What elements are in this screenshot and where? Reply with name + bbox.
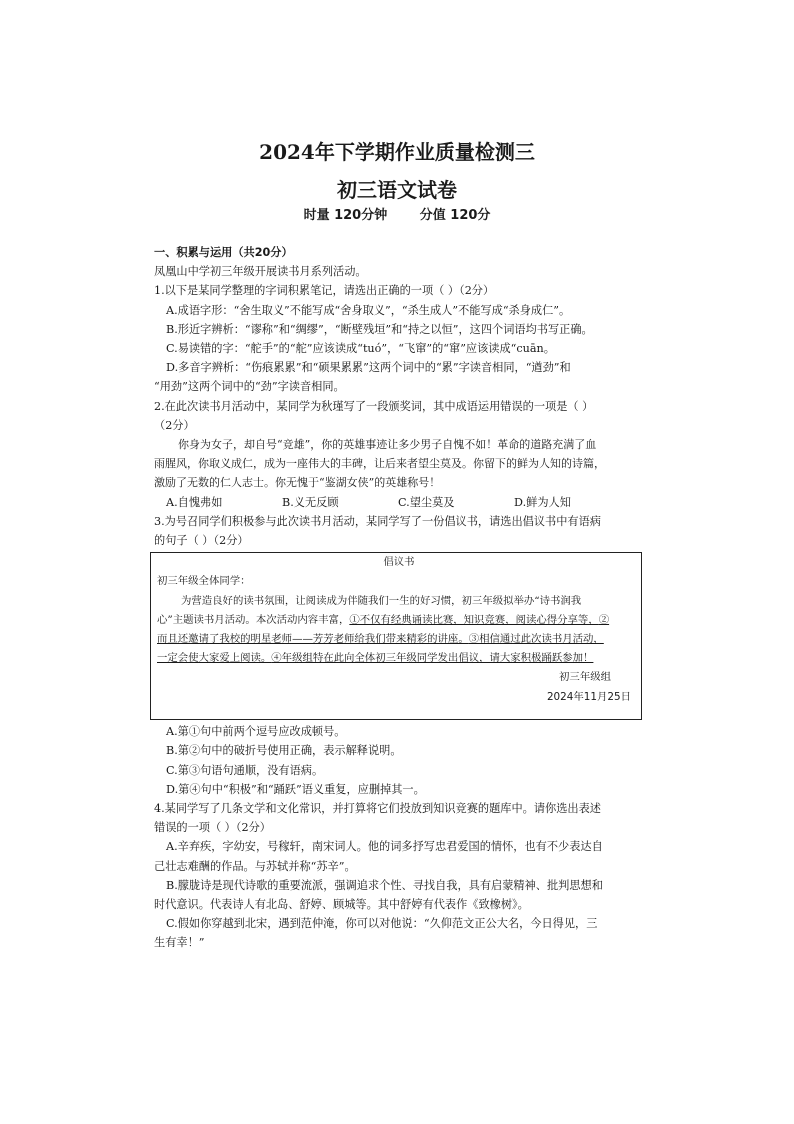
section-intro: 凤凰山中学初三年级开展读书月系列活动。: [154, 265, 367, 279]
sentence-2: 而且还邀请了我校的明星老师——芳芳老师给我们带来精彩的讲座。: [157, 633, 469, 646]
question-2-stem: 2.在此次读书月活动中，某同学为秋瑾写了一段颁奖词，其中成语运用错误的一项是（ ）: [154, 399, 594, 413]
question-3-stem: 3.为号召同学们积极参与此次读书月活动，某同学写了一份倡议书，请选出倡议书中有语病: [154, 514, 601, 528]
question-2-option-b: B.义无反顾: [282, 495, 339, 509]
question-3-stem-cont: 的句子（ ）（2分）: [154, 534, 249, 548]
question-2-option-d: D.鲜为人知: [514, 495, 571, 509]
question-3-option-d: D.第④句中“积极”和“踊跃”语义重复，应删掉其一。: [166, 782, 425, 796]
proposal-greeting: 初三年级全体同学：: [157, 575, 251, 588]
proposal-title: 倡议书: [383, 556, 415, 569]
proposal-line-1: 为营造良好的读书氛围，让阅读成为伴随我们一生的好习惯，初三年级拟举办“诗书润我: [181, 594, 582, 607]
question-3-option-b: B.第②句中的破折号使用正确，表示解释说明。: [166, 744, 402, 758]
exam-subtitle: 初三语文试卷: [337, 178, 457, 202]
question-1-option-d-cont: “用劲”这两个词中的“劲”字读音相同。: [154, 380, 345, 394]
proposal-line-4: [157, 649, 641, 668]
proposal-line-2: [157, 611, 641, 630]
question-2-options: [154, 493, 648, 512]
question-4-option-c-cont: 生有幸！”: [154, 936, 205, 950]
proposal-line-2-a: 心”主题读书月活动。本次活动内容丰富，: [157, 613, 350, 626]
sentence-3: ③相信通过此次读书月活动，: [468, 633, 604, 646]
exam-time: 时量 120分钟: [303, 208, 388, 223]
question-1-option-d: D.多音字辨析：“伤痕累累”和“硕果累累”这两个词中的“累”字读音相同，“遒劲”和: [166, 361, 571, 375]
sentence-4: ④年级组特在此向全体初三年级同学发出倡议，请大家积极踊跃参加！: [271, 652, 594, 665]
sentence-3-cont: 一定会使大家爱上阅读。: [157, 652, 272, 665]
question-1-option-c: C.易读错的字：“舵手”的“舵”应该读成“tuó”，“飞窜”的“窜”应该读成“cuān。: [166, 342, 555, 356]
sentence-2-mark: ②: [598, 613, 610, 626]
exam-score: 分值 120分: [419, 208, 491, 223]
question-4-option-c: C.假如你穿越到北宋，遇到范仲淹，你可以对他说：“久仰范文正公大名，今日得见，三: [166, 917, 598, 931]
question-4-stem-cont: 错误的一项（ ）（2分）: [154, 821, 271, 835]
question-4-option-a: A.辛弃疾，字幼安，号稼轩，南宋词人。他的词多抒写忠君爱国的情怀，也有不少表达自: [166, 840, 603, 854]
question-2-passage-end: 激励了无数的仁人志士。你无愧于“鉴湖女侠”的英雄称号！: [154, 476, 441, 490]
proposal-box: [150, 552, 642, 720]
question-1-option-a: A.成语字形：“舍生取义”不能写成“舍身取义”，“杀生成人”不能写成“杀身成仁”。: [166, 303, 571, 317]
question-3-option-a: A.第①句中前两个逗号应改成顿号。: [166, 725, 346, 739]
question-4-option-a-cont: 己壮志难酬的作品。与苏轼并称“苏辛”。: [154, 859, 356, 873]
exam-title: 2024年下学期作业质量检测三: [259, 140, 535, 164]
question-4-option-b-cont: 时代意识。代表诗人有北岛、舒婷、顾城等。其中舒婷有代表作《致橡树》。: [154, 898, 529, 912]
question-2-passage-cont: 雨腥风，你取义成仁，成为一座伟大的丰碑，让后来者望尘莫及。你留下的鲜为人知的诗篇，: [154, 457, 605, 471]
section-heading: 一、积累与运用（共20分）: [154, 246, 293, 259]
question-4-option-b: B.朦胧诗是现代诗歌的重要流派，强调追求个性、寻找自我，具有启蒙精神、批判思想和: [166, 878, 603, 892]
question-1-option-b: B.形近字辨析：“谬称”和“绸缪”，“断壁残垣”和“持之以恒”，这四个词语均书写正确。: [166, 322, 593, 336]
question-3-option-c: C.第③句语句通顺，没有语病。: [166, 763, 324, 777]
question-2-option-c: C.望尘莫及: [398, 495, 455, 509]
proposal-signature: 初三年级组: [559, 671, 611, 684]
proposal-line-3: [157, 630, 641, 649]
question-2-passage: 你身为女子，却自号“竞雄”，你的英雄事迹让多少男子自愧不如！革命的道路充满了血: [178, 438, 597, 452]
question-2-option-a: A.自愧弗如: [166, 495, 223, 509]
proposal-date: 2024年11月25日: [546, 690, 631, 703]
exam-content: [154, 243, 648, 953]
question-2-stem-cont: （2分）: [154, 418, 195, 432]
sentence-1: ①不仅有经典诵读比赛，知识竞赛，阅读心得分享等，: [349, 613, 599, 626]
exam-meta: [0, 204, 794, 223]
question-4-stem: 4.某同学写了几条文学和文化常识，并打算将它们投放到知识竞赛的题库中。请你选出表述: [154, 802, 601, 816]
question-1-stem: 1.以下是某同学整理的字词积累笔记，请选出正确的一项（ ）（2分）: [154, 284, 495, 298]
